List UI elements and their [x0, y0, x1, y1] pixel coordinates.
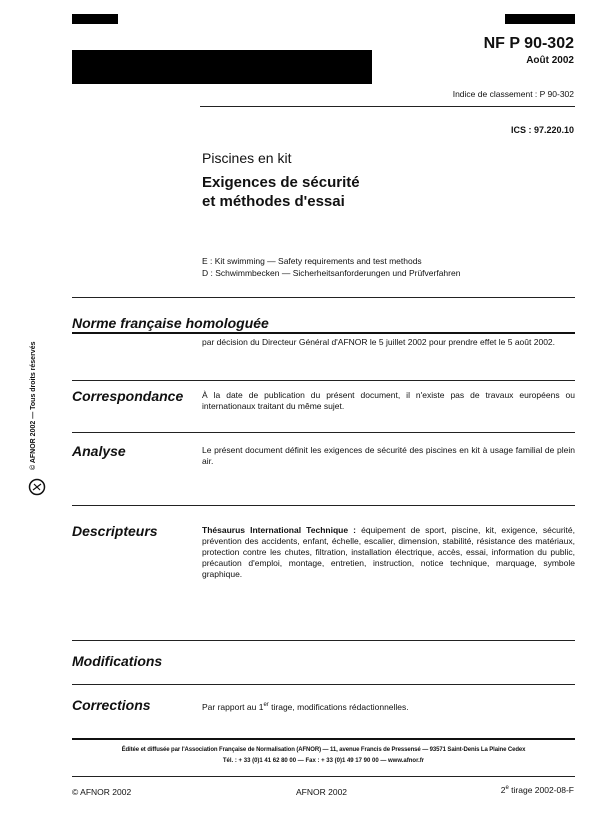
section-title-corrections: Corrections [72, 697, 151, 713]
ics-code: ICS : 97.220.10 [510, 125, 574, 135]
rule-before-modifications [72, 640, 575, 641]
translation-english: E : Kit swimming — Safety requirements and test methods [202, 256, 422, 266]
section-text-correspondance: À la date de publication du présent document, il n'existe pas de travaux européens ou internationaux traitant du même sujet. [202, 390, 575, 411]
rule-before-publisher [72, 738, 575, 740]
publisher-line1: Éditée et diffusée par l'Association Française de Normalisation (AFNOR) — 11, avenue Francis de Pressensé — 93571 Saint-Denis La Plaine Cedex [121, 747, 526, 753]
section-text-descripteurs [202, 525, 575, 580]
copyright-symbol-icon [28, 478, 46, 496]
redaction-bar-logo [72, 50, 372, 84]
section-text-homologation: par décision du Directeur Général d'AFNOR le 5 juillet 2002 pour prendre effet le 5 août 2002. [202, 337, 556, 347]
footer-right-superscript: e [505, 785, 509, 792]
title-main: Piscines en kit [202, 150, 292, 166]
vertical-copyright: © AFNOR 2002 — Tous droits réservés [30, 341, 37, 470]
section-text-corrections [202, 700, 575, 713]
header-rule [200, 106, 575, 107]
rule-after-title [72, 297, 575, 298]
descripteurs-lead: Thésaurus International Technique : [202, 525, 356, 535]
descripteurs-list: équipement de sport, piscine, kit, exigence, sécurité, prévention des accidents, enfant, échelle, escalier, dimension, stabilité, résistance des matériaux, protection contre les chutes, filtration, installation électrique, accès, essai, information du public, précaution d'emploi, montage, entretien, instruction, notice technique, marquage, symbole graphique. [202, 525, 576, 579]
classification-index: Indice de classement : P 90-302 [452, 89, 574, 99]
publisher-line2: Tél. : + 33 (0)1 41 62 80 00 — Fax : + 33 (0)1 49 17 90 00 — www.afnor.fr [222, 758, 425, 764]
footer-center: AFNOR 2002 [296, 787, 348, 797]
rule-homologation [72, 332, 575, 334]
rule-before-corrections [72, 684, 575, 685]
title-complement-line1: Exigences de sécurité [202, 174, 360, 191]
standard-number: NF P 90-302 [483, 35, 574, 52]
redaction-bar-top-left [72, 14, 118, 24]
section-text-analyse: Le présent document définit les exigences de sécurité des piscines en kit à usage familial de plein air. [202, 445, 575, 466]
rule-before-correspondance [72, 380, 575, 381]
section-title-modifications: Modifications [72, 653, 163, 669]
corrections-text-part1: Par rapport au 1 [202, 701, 264, 712]
corrections-text-part2: tirage, modifications rédactionnelles. [268, 701, 409, 712]
footer-left: © AFNOR 2002 [72, 787, 132, 797]
title-complement-line2: et méthodes d'essai [202, 193, 345, 210]
corrections-superscript: er [263, 702, 269, 708]
footer-right-part2: tirage 2002-08-F [508, 785, 574, 795]
section-title-analyse: Analyse [72, 443, 126, 459]
footer-right [501, 785, 574, 795]
redaction-bar-top-right [505, 14, 575, 24]
section-title-homologation: Norme française homologuée [72, 315, 269, 331]
rule-before-analyse [72, 432, 575, 433]
rule-before-footer [72, 776, 575, 777]
publication-date: Août 2002 [526, 55, 574, 66]
rule-before-descripteurs [72, 505, 575, 506]
section-title-correspondance: Correspondance [72, 388, 184, 404]
section-title-descripteurs: Descripteurs [72, 523, 158, 539]
footer-right-part1: 2 [500, 785, 506, 795]
translation-german: D : Schwimmbecken — Sicherheitsanforderungen und Prüfverfahren [202, 268, 461, 278]
